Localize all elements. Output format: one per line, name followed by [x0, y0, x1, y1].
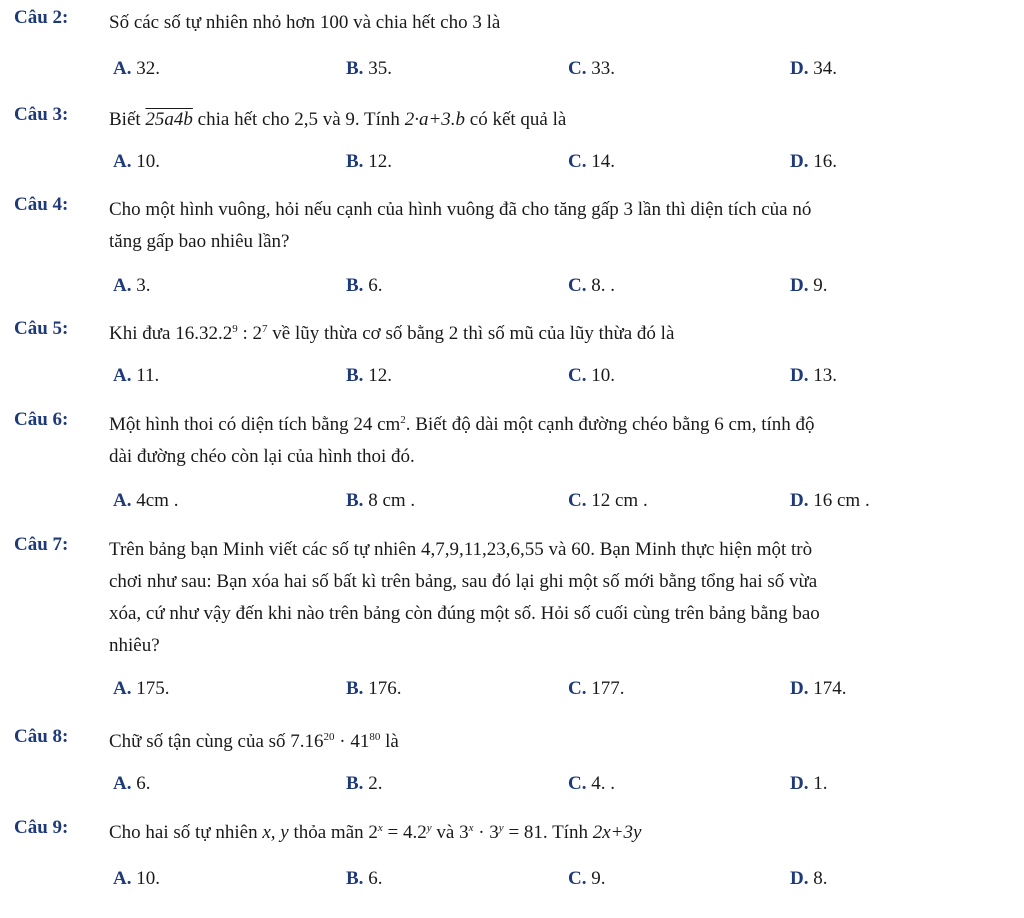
equation-1: $2^x = 4.2^y$ [368, 822, 432, 843]
option-letter: B. [346, 868, 364, 889]
option-b[interactable] [346, 151, 392, 173]
question-label: Câu 7: [14, 534, 69, 555]
overlined-number: 25a4b [145, 109, 193, 130]
options-q6 [0, 490, 1024, 520]
option-d[interactable] [790, 365, 837, 387]
option-value: 9. [586, 868, 606, 889]
option-letter: B. [346, 151, 364, 172]
option-letter: A. [113, 868, 132, 889]
option-value: 176. [363, 678, 402, 699]
option-value: 10. [131, 151, 160, 172]
option-value: 33. [586, 58, 615, 79]
option-letter: D. [790, 365, 809, 386]
option-value: 10. [586, 365, 615, 386]
option-letter: B. [346, 365, 364, 386]
option-letter: A. [113, 773, 132, 794]
options-q5 [0, 365, 1024, 395]
option-letter: A. [113, 365, 132, 386]
question-text: Cho hai số tự nhiên x, y thỏa mãn $2^x = 4.2^y$ và $3^x \cdot 3^y = 81$. Tính 2x+3y [109, 822, 642, 843]
option-c[interactable] [568, 58, 615, 80]
option-letter: A. [113, 275, 132, 296]
option-b[interactable] [346, 490, 415, 512]
option-a[interactable] [113, 868, 160, 890]
option-letter: C. [568, 678, 587, 699]
option-value: 11. [131, 365, 160, 386]
option-value: 3. [131, 275, 151, 296]
power-expression: 16.32.2$^9$ : $2^7$ [175, 323, 268, 344]
option-letter: D. [790, 678, 809, 699]
option-letter: B. [346, 773, 364, 794]
option-letter: B. [346, 490, 364, 511]
option-value: 174. [808, 678, 847, 699]
option-letter: C. [568, 868, 587, 889]
question-text: Khi đưa 16.32.2$^9$ : $2^7$ về lũy thừa cơ số bằng 2 thì số mũ của lũy thừa đó là [109, 323, 675, 344]
option-value: 12 cm . [586, 490, 648, 511]
length-value: 6 cm [714, 414, 752, 435]
question-label: Câu 5: [14, 318, 69, 339]
option-value: 4cm . [131, 490, 179, 511]
option-value: 6. [131, 773, 151, 794]
option-a[interactable] [113, 151, 160, 173]
option-value: 2. [363, 773, 383, 794]
option-d[interactable] [790, 773, 827, 795]
option-letter: D. [790, 490, 809, 511]
option-letter: D. [790, 868, 809, 889]
variables: x, y [262, 822, 289, 843]
option-value: 14. [586, 151, 615, 172]
option-value: 8 cm . [363, 490, 416, 511]
option-d[interactable] [790, 275, 827, 297]
option-letter: D. [790, 58, 809, 79]
question-label: Câu 6: [14, 409, 69, 430]
option-value: 10. [131, 868, 160, 889]
option-letter: D. [790, 275, 809, 296]
question-label: Câu 3: [14, 104, 69, 125]
power-expression: $7.16^{20} \cdot 41^{80}$ [290, 731, 381, 752]
option-value: 6. [363, 275, 383, 296]
option-letter: A. [113, 490, 132, 511]
options-q2 [0, 58, 1024, 88]
option-value: 175. [131, 678, 170, 699]
option-value: 4. . [586, 773, 615, 794]
option-b[interactable] [346, 868, 382, 890]
option-d[interactable] [790, 490, 870, 512]
option-value: 8. . [586, 275, 615, 296]
option-letter: B. [346, 275, 364, 296]
option-b[interactable] [346, 773, 382, 795]
option-letter: A. [113, 58, 132, 79]
option-b[interactable] [346, 678, 401, 700]
options-q8 [0, 773, 1024, 803]
option-a[interactable] [113, 678, 169, 700]
option-c[interactable] [568, 365, 615, 387]
option-letter: C. [568, 275, 587, 296]
equation-2: $3^x \cdot 3^y = 81$ [459, 822, 543, 843]
option-a[interactable] [113, 365, 159, 387]
option-a[interactable] [113, 275, 150, 297]
option-letter: C. [568, 490, 587, 511]
question-text: Một hình thoi có diện tích bằng 24 $cm^2$. Biết độ dài một cạnh đường chéo bằng 6 cm, tính độ dài đường chéo còn lại của hình thoi đó. [109, 414, 815, 467]
option-c[interactable] [568, 275, 615, 297]
option-value: 1. [808, 773, 828, 794]
option-c[interactable] [568, 678, 624, 700]
option-letter: B. [346, 678, 364, 699]
option-d[interactable] [790, 868, 827, 890]
question-label: Câu 2: [14, 7, 69, 28]
option-d[interactable] [790, 58, 837, 80]
option-c[interactable] [568, 868, 605, 890]
option-letter: C. [568, 151, 587, 172]
option-a[interactable] [113, 58, 160, 80]
options-q7 [0, 678, 1024, 708]
option-c[interactable] [568, 151, 615, 173]
option-letter: A. [113, 678, 132, 699]
option-value: 35. [363, 58, 392, 79]
expression: 2·a+3.b [404, 109, 466, 130]
question-text: Trên bảng bạn Minh viết các số tự nhiên 4,7,9,11,23,6,55 và 60. Bạn Minh thực hiện một trò chơi như sau: Bạn xóa hai số bất kì trên bảng, sau đó lại ghi một số mới bằng tổng hai số vừa xóa, cứ như vậy đến khi nào trên bảng còn đúng một số. Hỏi số cuối cùng trên bảng bằng bao nhiêu? [109, 539, 820, 656]
option-value: 12. [363, 151, 392, 172]
option-value: 9. [808, 275, 828, 296]
question-label: Câu 4: [14, 194, 69, 215]
option-letter: C. [568, 773, 587, 794]
option-c[interactable] [568, 773, 615, 795]
question-label: Câu 8: [14, 726, 69, 747]
options-q9 [0, 868, 1024, 898]
option-value: 34. [808, 58, 837, 79]
option-value: 16 cm . [808, 490, 870, 511]
option-c[interactable] [568, 490, 648, 512]
option-letter: B. [346, 58, 364, 79]
option-value: 6. [363, 868, 383, 889]
options-q4 [0, 275, 1024, 305]
option-letter: D. [790, 773, 809, 794]
option-letter: C. [568, 365, 587, 386]
option-a[interactable] [113, 490, 178, 512]
option-letter: A. [113, 151, 132, 172]
options-q3 [0, 151, 1024, 181]
option-b[interactable] [346, 365, 392, 387]
question-text: Chữ số tận cùng của số $7.16^{20} \cdot 41^{80}$ là [109, 731, 399, 752]
option-value: 12. [363, 365, 392, 386]
question-label: Câu 9: [14, 817, 69, 838]
option-d[interactable] [790, 151, 837, 173]
option-value: 177. [586, 678, 625, 699]
option-b[interactable] [346, 275, 382, 297]
area-value: 24 $cm^2$ [353, 414, 406, 435]
option-b[interactable] [346, 58, 392, 80]
option-value: 13. [808, 365, 837, 386]
expression: 2x+3y [592, 822, 642, 843]
option-value: 32. [131, 58, 160, 79]
question-text: Cho một hình vuông, hỏi nếu cạnh của hình vuông đã cho tăng gấp 3 lần thì diện tích của nó tăng gấp bao nhiêu lần? [109, 199, 812, 252]
question-text: Số các số tự nhiên nhỏ hơn 100 và chia hết cho 3 là [109, 12, 501, 33]
option-a[interactable] [113, 773, 150, 795]
option-value: 16. [808, 151, 837, 172]
option-value: 8. [808, 868, 828, 889]
option-letter: C. [568, 58, 587, 79]
option-letter: D. [790, 151, 809, 172]
question-text: Biết 25a4b chia hết cho 2,5 và 9. Tính 2·a+3.b có kết quả là [109, 109, 567, 130]
option-d[interactable] [790, 678, 846, 700]
